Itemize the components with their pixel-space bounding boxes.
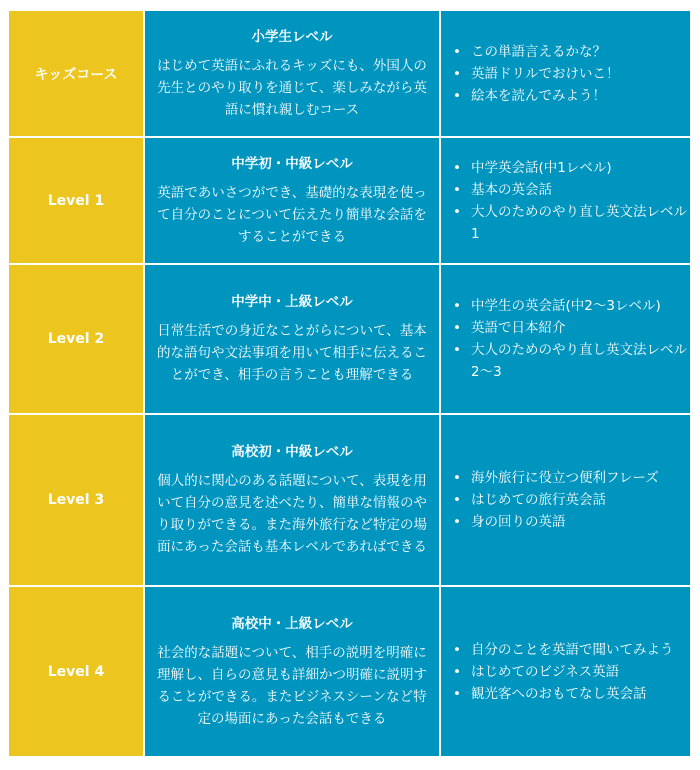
list-item xyxy=(451,179,690,201)
topic-text: 基本の英会話 xyxy=(471,181,552,198)
list-item xyxy=(451,85,690,107)
topic-list xyxy=(441,295,690,383)
bullet-icon: • xyxy=(453,43,461,60)
description-cell xyxy=(144,414,440,586)
bullet-icon: • xyxy=(453,159,461,176)
level-title: 高校初・中級レベル xyxy=(231,444,353,460)
list-item xyxy=(451,661,690,683)
level-cell: Level 3 xyxy=(8,414,144,586)
topics-cell xyxy=(440,264,691,414)
topic-text: 絵本を読んでみよう！ xyxy=(471,87,606,104)
level-title: 高校中・上級レベル xyxy=(231,615,353,632)
list-item xyxy=(451,467,690,489)
topic-text: 中学生の英会話(中2～3レベル) xyxy=(471,298,661,314)
list-item xyxy=(451,317,690,339)
list-item xyxy=(451,683,690,705)
table-row xyxy=(8,264,691,414)
topic-text: 中学英会話(中1レベル) xyxy=(471,159,612,176)
topic-text: 身の回りの英語 xyxy=(471,514,566,530)
topic-text: 観光客へのおもてなし英会話 xyxy=(471,685,647,702)
topic-text: 海外旅行に役立つ便利フレーズ xyxy=(471,470,659,486)
topic-text: 自分のことを英語で聞いてみよう xyxy=(471,641,674,658)
level-cell: Level 4 xyxy=(8,586,144,757)
bullet-icon: • xyxy=(453,87,461,104)
list-item xyxy=(451,339,690,383)
topic-text: 英語で日本紹介 xyxy=(471,320,566,336)
description-cell xyxy=(144,264,440,414)
list-item xyxy=(451,511,690,533)
table-row xyxy=(8,10,691,137)
course-level-table xyxy=(7,9,692,758)
topics-cell xyxy=(440,137,691,264)
bullet-icon: • xyxy=(453,470,461,486)
bullet-icon: • xyxy=(453,203,461,220)
bullet-icon: • xyxy=(453,65,461,82)
level-cell: Level 2 xyxy=(8,264,144,414)
level-description: はじめて英語にふれるキッズにも、外国人の先生とのやり取りを通じて、楽しみながら英語に慣れ親しむコース xyxy=(157,57,427,118)
topic-text: はじめての旅行英会話 xyxy=(471,492,606,508)
description-cell xyxy=(144,586,440,757)
table-row xyxy=(8,414,691,586)
topic-text: 英語ドリルでおけいこ！ xyxy=(471,65,620,82)
level-title: 小学生レベル xyxy=(251,28,333,45)
level-description: 個人的に関心のある話題について、表現を用いて自分の意見を述べたり、簡単な情報のやり取りができる。また海外旅行など特定の場面にあった会話も基本レベルであればできる xyxy=(157,473,427,555)
list-item xyxy=(451,295,690,317)
level-title: 中学中・上級レベル xyxy=(231,294,353,310)
topic-text: 大人のためのやり直し英文法レベル2～3 xyxy=(471,342,687,380)
list-item xyxy=(451,157,690,179)
level-cell: キッズコース xyxy=(8,10,144,137)
bullet-icon: • xyxy=(453,641,461,658)
level-description: 社会的な話題について、相手の説明を明確に理解し、自らの意見も詳細かつ明確に説明することができる。またビジネスシーンなど特定の場面にあった会話もできる xyxy=(157,644,427,727)
topic-text: はじめてのビジネス英語 xyxy=(471,663,620,680)
level-cell: Level 1 xyxy=(8,137,144,264)
level-description: 日常生活での身近なことがらについて、基本的な語句や文法事項を用いて相手に伝えることができ、相手の言うことも理解できる xyxy=(157,323,427,383)
bullet-icon: • xyxy=(453,685,461,702)
topic-list xyxy=(441,41,690,107)
topics-cell xyxy=(440,414,691,586)
table-row xyxy=(8,137,691,264)
topic-list xyxy=(441,467,690,533)
bullet-icon: • xyxy=(453,514,461,530)
topic-text: 大人のためのやり直し英文法レベル1 xyxy=(471,203,687,242)
list-item xyxy=(451,63,690,85)
list-item xyxy=(451,201,690,245)
bullet-icon: • xyxy=(453,342,461,358)
list-item xyxy=(451,489,690,511)
bullet-icon: • xyxy=(453,181,461,198)
bullet-icon: • xyxy=(453,492,461,508)
table-row xyxy=(8,586,691,757)
topics-cell xyxy=(440,586,691,757)
topics-cell xyxy=(440,10,691,137)
topic-text: この単語言えるかな？ xyxy=(471,43,606,60)
level-description: 英語であいさつができ、基礎的な表現を使って自分のことについて伝えたり簡単な会話をすることができる xyxy=(157,184,427,245)
bullet-icon: • xyxy=(453,298,461,314)
topic-list xyxy=(441,639,690,705)
topic-list xyxy=(441,157,690,245)
description-cell xyxy=(144,137,440,264)
list-item xyxy=(451,639,690,661)
description-cell xyxy=(144,10,440,137)
list-item xyxy=(451,41,690,63)
bullet-icon: • xyxy=(453,663,461,680)
level-title: 中学初・中級レベル xyxy=(231,155,353,172)
bullet-icon: • xyxy=(453,320,461,336)
